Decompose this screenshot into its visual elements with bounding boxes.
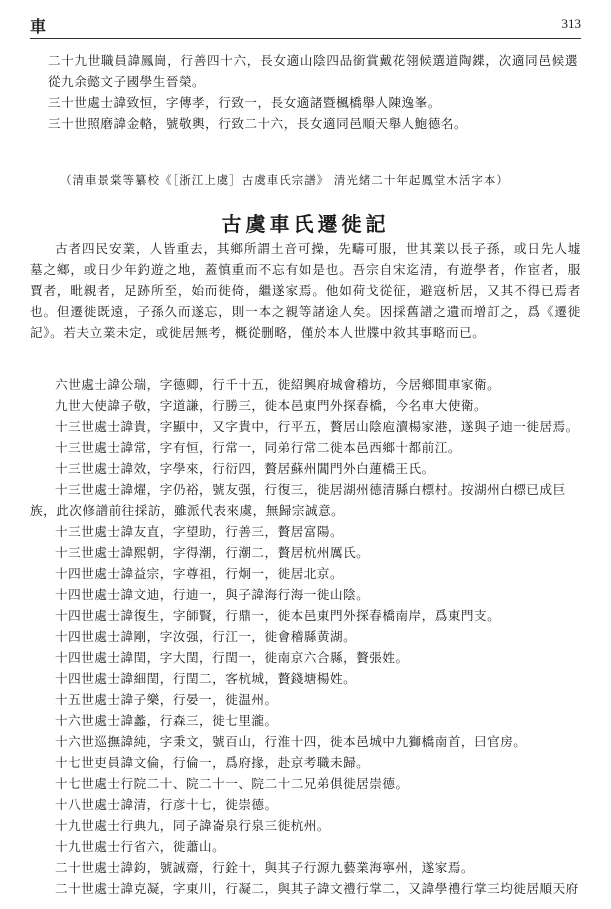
migration-entry: 十三世處士諱貴，字顯中，又字貴中，行平五，贅居山陰庖瀆楊家港，遂與子迪一徙居焉。 (55, 419, 579, 434)
migration-entry: 六世處士諱公瑞，字德卿，行千十五，徙紹興府城會稽坊，今居鄉間車家衛。 (55, 377, 501, 392)
migration-entries (30, 374, 581, 899)
migration-entry: 十三世處士諱燿，字仍裕，號友强，行復三，徙居湖州德清縣白標村。按湖州白標已成巨族，此次修譜前往採訪，雖派代表來虞，無歸宗誠意。 (30, 482, 566, 518)
header-rule (30, 38, 581, 39)
migration-entry: 十六世巡撫諱純，字秉文，號百山，行淮十四，徙本邑城中九獅橋南首，曰官房。 (55, 734, 527, 749)
section-title: 古虞車氏遷徙記 (221, 212, 390, 236)
migration-entry: 十四世處士諱益宗，字尊祖，行炯一，徙居北京。 (55, 566, 344, 581)
migration-entry: 十三世處士諱常，字有恒，行常一，同弟行常二徙本邑西鄉十都前江。 (55, 440, 461, 455)
migration-entry: 十四世處士諱復生，字師賢，行鼎一，徙本邑東門外探春橋南岸，爲東門支。 (55, 608, 501, 623)
migration-entry: 九世大使諱子敬，字道謙，行勝三，徙本邑東門外探春橋，今名車大使衛。 (55, 398, 488, 413)
migration-entry: 十九世處士行典九，同子諱崙泉行泉三徙杭州。 (55, 818, 330, 833)
migration-entry: 十三世處士諱友直，字望助，行善三，贅居富陽。 (55, 524, 344, 539)
migration-entry: 十七世吏員諱文倫，行倫一，爲府掾，赴京考職未歸。 (55, 755, 370, 770)
header-title: 車 (30, 17, 47, 36)
entry-paragraph: 三十世照磨諱金輅，號敬輿，行致二十六，長女適同邑順天舉人鮑德名。 (48, 116, 467, 131)
migration-entry: 十三世處士諱效，字學來，行衍四，贅居蘇州閶門外白蓮橋王氏。 (55, 461, 435, 476)
migration-entry: 十六世處士諱蠡，行森三，徙七里瀧。 (55, 713, 278, 728)
entry-paragraph: 二十九世職員諱鳳崗，行善四十六，長女適山陰四品銜賞戴花翎候選道陶鍱，次適同邑候選從九余懿文子國學生晉榮。 (48, 53, 578, 89)
intro-block (30, 238, 581, 343)
migration-entry: 十九世處士行省六，徙蕭山。 (55, 839, 226, 854)
source-citation: （清車景棠等纂校《［浙江上虞］古虞車氏宗譜》 清光緒二十年起鳳堂木活字本） (60, 173, 509, 187)
migration-entry: 十五世處士諱子樂，行晏一，徙温州。 (55, 692, 278, 707)
migration-entry: 十七世處士行院二十、院二十一、院二十二兄弟俱徙居崇德。 (55, 776, 409, 791)
migration-entry: 十三世處士諱熙朝，字得潮，行潮二，贅居杭州厲氏。 (55, 545, 370, 560)
migration-entry: 十四世處士諱閏，字大閏，行閏一，徙南京六合縣，贅張姓。 (55, 650, 409, 665)
entry-paragraph: 三十世處士諱致恒，字傳孝，行致一，長女適諸暨楓橋舉人陳逸峯。 (48, 95, 441, 110)
migration-entry: 十四世處士諱剛，字汝强，行江一，徙會稽縣黄湖。 (55, 629, 357, 644)
migration-entry: 十四世處士諱細閏，行閏二，客杭城，贅錢塘楊姓。 (55, 671, 357, 686)
page-header (30, 14, 581, 38)
migration-entry: 十八世處士諱清，行彦十七，徙崇德。 (55, 797, 278, 812)
page-number: 313 (561, 16, 581, 31)
migration-entry: 二十世處士諱克凝，字東川，行凝二，與其子諱文禮行掌二，又諱學禮行掌三均徙居順天府 (55, 881, 579, 896)
intro-paragraph: 古者四民安業，人皆重去，其鄉所謂土音可操，先疇可服，世其業以長子孫，或日先人墟墓之鄉，或日少年釣遊之地，蓋慎重而不忘有如是也。吾宗自宋迄清，有遊學者，作宦者，服賈者，毗親者，足跡所至，始而徙倚，繼遂家焉。他如荷戈從征，避寇析居，又其不得已焉者也。但遷徙既遠，子孫久而遂忘，則一本之親等諸途人矣。因採舊譜之遺而增訂之，爲《遷徙記》。若夫立業未定，或徙居無考，概從删略，僅於本人世牒中敘其事略而已。 (30, 241, 581, 340)
migration-entry: 十四世處士諱文迪，行迪一，與子諱海行海一徙山陰。 (55, 587, 370, 602)
migration-entry: 二十世處士諱鈞，號誠齋，行銓十，與其子行源九藝業海寧州，遂家焉。 (55, 860, 474, 875)
genealogy-section-top (48, 50, 578, 134)
